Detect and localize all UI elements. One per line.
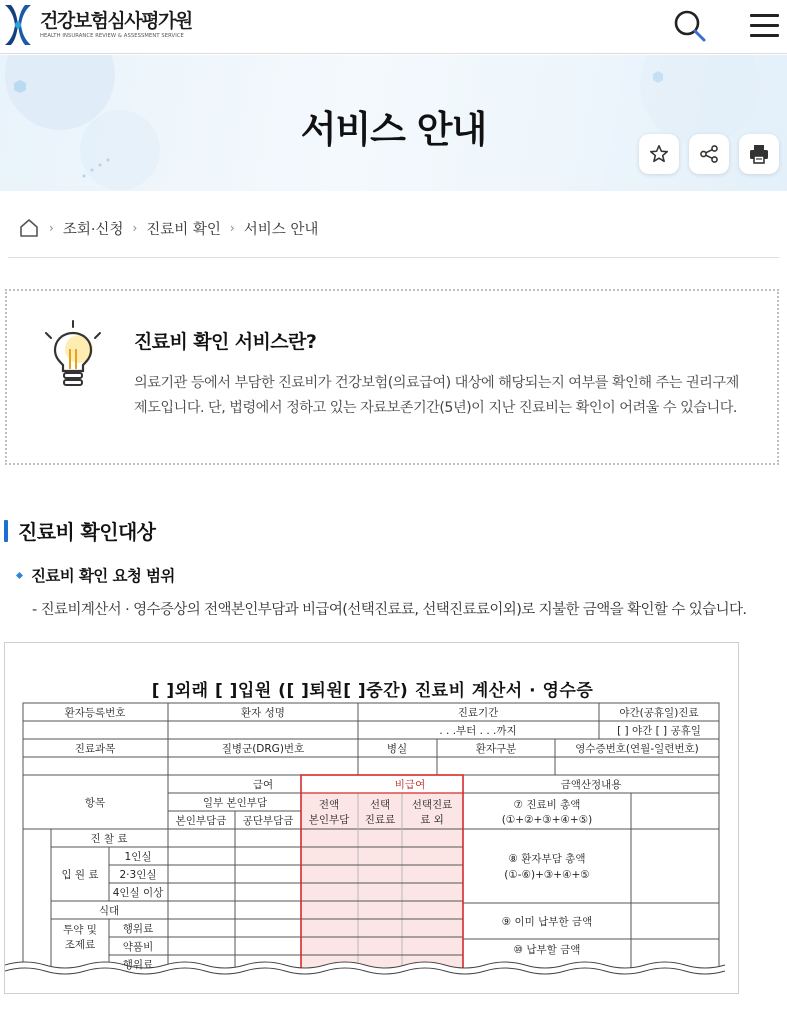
section-title: 진료비 확인대상 <box>18 520 156 544</box>
page-banner <box>0 55 787 191</box>
rc-calc10a: ⑩ 납부할 금액 <box>513 944 581 956</box>
rc-row-2bed: 2·3인실 <box>119 869 157 881</box>
rc-group-drug2: 조제료 <box>64 939 96 951</box>
rc-patient-name: 환자 성명 <box>241 707 285 719</box>
home-icon[interactable] <box>18 217 40 239</box>
divider <box>8 257 779 258</box>
logo-mark-icon <box>2 3 34 47</box>
site-header <box>0 0 787 54</box>
rc-patient-type: 환자구분 <box>475 743 517 755</box>
breadcrumb-item-inquiry[interactable]: 조회·신청 <box>62 221 124 238</box>
rc-calc8a: ⑧ 환자부담 총액 <box>508 853 586 865</box>
printer-icon <box>747 142 771 166</box>
rc-calc7b: (①+②+③+④+⑤) <box>501 814 593 826</box>
page-title: 서비스 안내 <box>300 108 487 151</box>
subsection-title: 진료비 확인 요청 범위 <box>31 567 175 585</box>
menu-icon <box>750 14 779 17</box>
rc-other2: 료 외 <box>420 814 444 826</box>
menu-button[interactable] <box>744 8 784 44</box>
rc-calc: 금액산정내용 <box>560 779 622 791</box>
rc-row-1bed: 1인실 <box>124 851 152 863</box>
chevron-right-icon: › <box>49 221 54 235</box>
search-button[interactable] <box>670 6 710 46</box>
rc-row-exam: 진 찰 료 <box>90 833 128 845</box>
org-name: 건강보험심사평가원 <box>40 10 192 32</box>
section-heading <box>4 516 155 545</box>
rc-calc8b: (①-⑥)+③+④+⑤ <box>504 869 590 881</box>
rc-receipt-no: 영수증번호(연월-일련번호) <box>575 743 699 755</box>
rc-item: 항목 <box>84 797 106 809</box>
rc-period: . . .부터 . . .까지 <box>439 725 517 737</box>
rc-insurer: 공단부담금 <box>242 815 294 827</box>
chevron-right-icon: › <box>229 221 235 235</box>
favorite-button[interactable] <box>639 134 679 174</box>
rc-row-meal: 식대 <box>98 905 120 917</box>
breadcrumb-item-medical-fee[interactable]: 진료비 확인 <box>146 221 221 238</box>
rc-sel1: 선택 <box>369 799 391 811</box>
info-title: 진료비 확인 서비스란? <box>134 331 317 353</box>
print-button[interactable] <box>739 134 779 174</box>
info-box <box>5 289 779 465</box>
rc-noncovered: 비급여 <box>394 779 426 791</box>
rc-period-label: 진료기간 <box>457 707 499 719</box>
rc-other1: 선택진료 <box>411 799 453 811</box>
star-icon <box>648 143 670 165</box>
receipt-title: [ ]외래 [ ]입원 ([ ]퇴원[ ]중간) 진료비 계산서 · 영수증 <box>151 681 594 701</box>
rc-room: 병실 <box>386 743 408 755</box>
rc-full1: 전액 <box>318 799 340 811</box>
rc-night: [ ] 야간 [ ] 공휴일 <box>617 725 701 737</box>
share-button[interactable] <box>689 134 729 174</box>
lightbulb-icon <box>41 319 105 393</box>
rc-full2: 본인부담 <box>308 814 350 826</box>
rc-sel2: 진료료 <box>364 814 396 826</box>
info-description: 의료기관 등에서 부담한 진료비가 건강보험(의료급여) 대상에 해당되는지 여부를 확인해 주는 권리구제 제도입니다. 단, 법령에서 정하고 있는 자료보존기간(5년)이 지난 진료비는 확인이 어려울 수 있습니다. <box>134 375 739 416</box>
rc-calc9: ⑨ 이미 납부한 금액 <box>501 916 593 928</box>
rc-drg: 질병군(DRG)번호 <box>221 743 305 755</box>
rc-group-ward: 입 원 료 <box>61 869 99 881</box>
rc-patient-no: 환자등록번호 <box>64 707 126 719</box>
subsection-heading <box>17 564 175 586</box>
rc-self: 본인부담금 <box>175 815 227 827</box>
receipt-sample-image <box>4 642 739 994</box>
org-name-en: HEALTH INSURANCE REVIEW & ASSESSMENT SERVICE <box>40 33 184 39</box>
rc-dept: 진료과목 <box>74 743 116 755</box>
rc-night-label: 야간(공휴일)진료 <box>619 707 699 719</box>
rc-group-drug1: 투약 및 <box>63 924 97 936</box>
section-description: - 진료비계산서 · 영수증상의 전액본인부담과 비급여(선택진료료, 선택진료료이외)로 지불한 금액을 확인할 수 있습니다. <box>32 602 747 618</box>
chevron-right-icon: › <box>132 221 138 235</box>
rc-calc7a: ⑦ 진료비 총액 <box>513 799 581 811</box>
site-logo[interactable] <box>2 3 192 47</box>
breadcrumb <box>18 217 318 239</box>
rc-row-drug: 약품비 <box>122 941 154 953</box>
breadcrumb-item-current: 서비스 안내 <box>243 221 319 238</box>
search-icon <box>670 6 710 46</box>
rc-row-act: 행위료 <box>122 923 154 935</box>
rc-covered: 급여 <box>252 779 274 791</box>
receipt-table <box>5 643 739 994</box>
rc-row-4bed: 4인실 이상 <box>112 887 164 899</box>
bullet-icon <box>16 571 23 578</box>
share-icon <box>698 143 720 165</box>
rc-partial: 일부 본인부담 <box>202 797 268 809</box>
rc-row-act2: 행위료 <box>122 959 154 971</box>
